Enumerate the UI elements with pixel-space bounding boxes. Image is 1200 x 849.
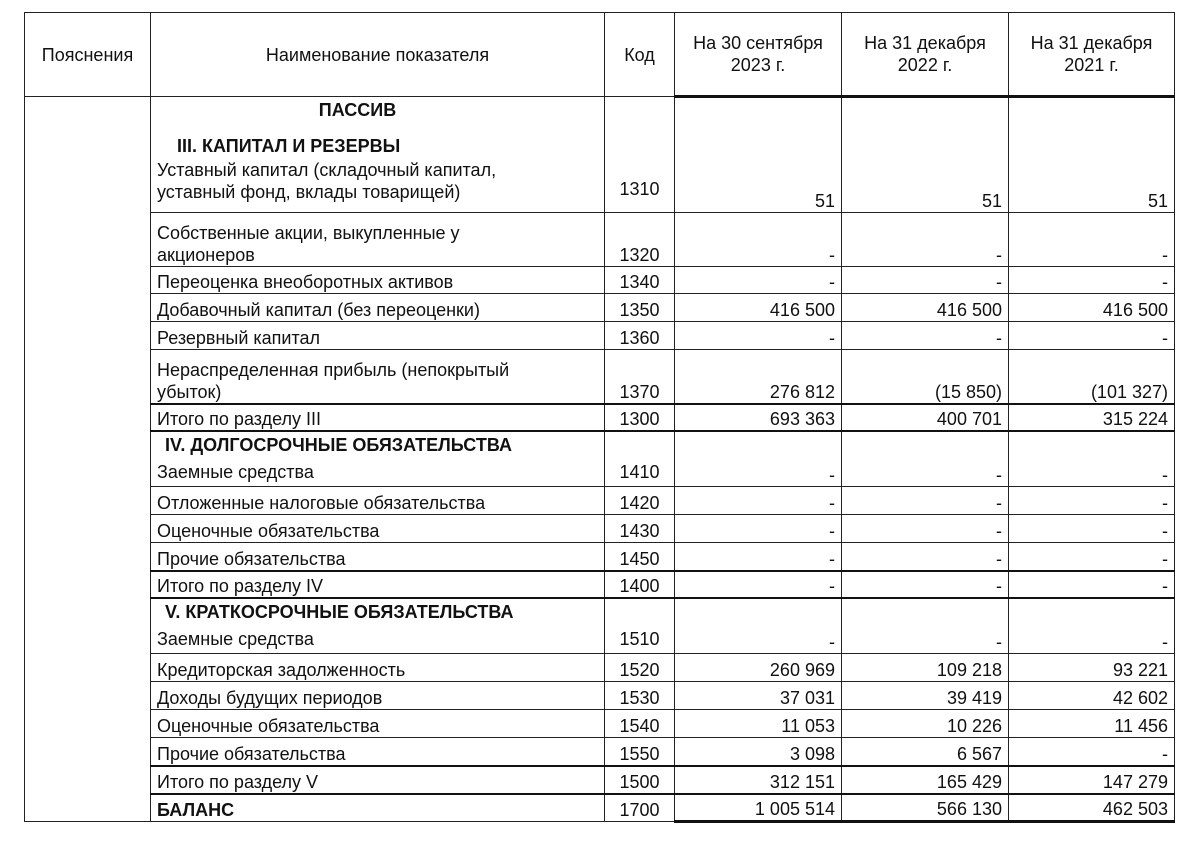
row-code-1310: 1310 (605, 97, 675, 213)
row-value-1700-2022: 566 130 (842, 794, 1009, 822)
row-value-1310-2022: 51 (842, 97, 1009, 213)
row-value-1530-2023: 37 031 (675, 682, 842, 710)
row-value-1350-2021: 416 500 (1009, 294, 1175, 322)
row-name-1350: Добавочный капитал (без переоценки) (151, 294, 605, 322)
row-value-1450-2023: - (675, 543, 842, 571)
table-row (25, 267, 1175, 294)
table-row (25, 97, 1175, 213)
row-code-1360: 1360 (605, 322, 675, 350)
row-value-1400-2022: - (842, 571, 1009, 598)
row-value-1450-2022: - (842, 543, 1009, 571)
section-title-3: III. КАПИТАЛ И РЕЗЕРВЫ (177, 136, 401, 156)
table-row (25, 710, 1175, 738)
row-code-1350: 1350 (605, 294, 675, 322)
table-row (25, 654, 1175, 682)
row-value-1530-2021: 42 602 (1009, 682, 1175, 710)
row-value-1500-2022: 165 429 (842, 766, 1009, 794)
row-code-1500: 1500 (605, 766, 675, 794)
header-col1: На 30 сентября 2023 г. (675, 13, 842, 97)
row-value-1350-2022: 416 500 (842, 294, 1009, 322)
table-row (25, 487, 1175, 515)
row-value-1410-2023: - (675, 431, 842, 487)
row-value-1700-2023: 1 005 514 (675, 794, 842, 822)
table-row (25, 350, 1175, 404)
row-code-1530: 1530 (605, 682, 675, 710)
row-code-1410: 1410 (605, 431, 675, 487)
row-name-1360: Резервный капитал (151, 322, 605, 350)
section-title-4: IV. ДОЛГОСРОЧНЫЕ ОБЯЗАТЕЛЬСТВА (165, 434, 512, 455)
table-row (25, 294, 1175, 322)
row-value-1400-2023: - (675, 571, 842, 598)
row-code-1300: 1300 (605, 404, 675, 431)
row-value-1540-2023: 11 053 (675, 710, 842, 738)
row-name-1540: Оценочные обязательства (151, 710, 605, 738)
table-row (25, 738, 1175, 766)
row-code-1320: 1320 (605, 213, 675, 267)
row-value-1360-2022: - (842, 322, 1009, 350)
row-value-1320-2021: - (1009, 213, 1175, 267)
row-value-1550-2021: - (1009, 738, 1175, 766)
header-name: Наименование показателя (151, 13, 605, 97)
row-code-1520: 1520 (605, 654, 675, 682)
row-name-1510: V. КРАТКОСРОЧНЫЕ ОБЯЗАТЕЛЬСТВА Заемные средства (151, 598, 605, 654)
row-value-1450-2021: - (1009, 543, 1175, 571)
row-code-1420: 1420 (605, 487, 675, 515)
table-row (25, 213, 1175, 267)
row-code-1540: 1540 (605, 710, 675, 738)
row-value-1540-2021: 11 456 (1009, 710, 1175, 738)
row-value-1430-2021: - (1009, 515, 1175, 543)
row-value-1320-2022: - (842, 213, 1009, 267)
row-value-1300-2021: 315 224 (1009, 404, 1175, 431)
row-name-1320: Собственные акции, выкупленные у акционеров (151, 213, 605, 267)
section-title-passiv: ПАССИВ (318, 100, 397, 120)
header-row (25, 13, 1175, 97)
row-value-1320-2023: - (675, 213, 842, 267)
row-value-1530-2022: 39 419 (842, 682, 1009, 710)
row-value-1500-2023: 312 151 (675, 766, 842, 794)
row-value-1350-2023: 416 500 (675, 294, 842, 322)
row-value-1370-2021: (101 327) (1009, 350, 1175, 404)
row-name-1700: БАЛАНС (151, 794, 605, 822)
row-value-1310-2021: 51 (1009, 97, 1175, 213)
table-row (25, 571, 1175, 598)
row-code-1510: 1510 (605, 598, 675, 654)
table-row (25, 794, 1175, 822)
row-name-1370: Нераспределенная прибыль (непокрытый убыток) (151, 350, 605, 404)
balance-sheet-table (24, 12, 1175, 823)
row-name-1340: Переоценка внеоборотных активов (151, 267, 605, 294)
row-value-1520-2023: 260 969 (675, 654, 842, 682)
row-name-1530: Доходы будущих периодов (151, 682, 605, 710)
row-value-1410-2021: - (1009, 431, 1175, 487)
row-name-1430: Оценочные обязательства (151, 515, 605, 543)
table-row (25, 322, 1175, 350)
row-name-1420: Отложенные налоговые обязательства (151, 487, 605, 515)
table-row (25, 682, 1175, 710)
row-code-1370: 1370 (605, 350, 675, 404)
row-value-1340-2022: - (842, 267, 1009, 294)
row-value-1370-2022: (15 850) (842, 350, 1009, 404)
row-value-1360-2023: - (675, 322, 842, 350)
row-value-1510-2021: - (1009, 598, 1175, 654)
row-value-1520-2021: 93 221 (1009, 654, 1175, 682)
table-row (25, 766, 1175, 794)
row-value-1400-2021: - (1009, 571, 1175, 598)
table-row (25, 598, 1175, 654)
row-value-1500-2021: 147 279 (1009, 766, 1175, 794)
row-name-1520: Кредиторская задолженность (151, 654, 605, 682)
row-value-1540-2022: 10 226 (842, 710, 1009, 738)
section-title-5: V. КРАТКОСРОЧНЫЕ ОБЯЗАТЕЛЬСТВА (165, 601, 514, 622)
row-name-1300: Итого по разделу III (151, 404, 605, 431)
row-value-1420-2023: - (675, 487, 842, 515)
row-value-1430-2022: - (842, 515, 1009, 543)
row-value-1360-2021: - (1009, 322, 1175, 350)
table-row (25, 431, 1175, 487)
row-value-1420-2022: - (842, 487, 1009, 515)
row-value-1310-2023: 51 (675, 97, 842, 213)
row-value-1420-2021: - (1009, 487, 1175, 515)
header-code: Код (605, 13, 675, 97)
row-name-1400: Итого по разделу IV (151, 571, 605, 598)
row-value-1300-2023: 693 363 (675, 404, 842, 431)
table-row (25, 543, 1175, 571)
row-code-1550: 1550 (605, 738, 675, 766)
row-name-1450: Прочие обязательства (151, 543, 605, 571)
row-code-1400: 1400 (605, 571, 675, 598)
row-name-1410: IV. ДОЛГОСРОЧНЫЕ ОБЯЗАТЕЛЬСТВА Заемные средства (151, 431, 605, 487)
row-value-1550-2022: 6 567 (842, 738, 1009, 766)
row-name-1310: ПАССИВ III. КАПИТАЛ И РЕЗЕРВЫ Уставный капитал (складочный капитал, уставный фонд, вклады товарищей) (151, 97, 605, 213)
row-value-1340-2021: - (1009, 267, 1175, 294)
table-row (25, 404, 1175, 431)
row-value-1520-2022: 109 218 (842, 654, 1009, 682)
row-code-1450: 1450 (605, 543, 675, 571)
row-value-1410-2022: - (842, 431, 1009, 487)
header-notes: Пояснения (25, 13, 151, 97)
header-col3: На 31 декабря 2021 г. (1009, 13, 1175, 97)
row-code-1430: 1430 (605, 515, 675, 543)
row-value-1430-2023: - (675, 515, 842, 543)
row-value-1510-2023: - (675, 598, 842, 654)
row-code-1700: 1700 (605, 794, 675, 822)
row-value-1340-2023: - (675, 267, 842, 294)
row-code-1340: 1340 (605, 267, 675, 294)
header-col2: На 31 декабря 2022 г. (842, 13, 1009, 97)
notes-column (25, 97, 151, 822)
row-value-1300-2022: 400 701 (842, 404, 1009, 431)
table-row (25, 515, 1175, 543)
row-value-1550-2023: 3 098 (675, 738, 842, 766)
row-name-1550: Прочие обязательства (151, 738, 605, 766)
row-value-1700-2021: 462 503 (1009, 794, 1175, 822)
row-name-1500: Итого по разделу V (151, 766, 605, 794)
row-value-1510-2022: - (842, 598, 1009, 654)
row-value-1370-2023: 276 812 (675, 350, 842, 404)
